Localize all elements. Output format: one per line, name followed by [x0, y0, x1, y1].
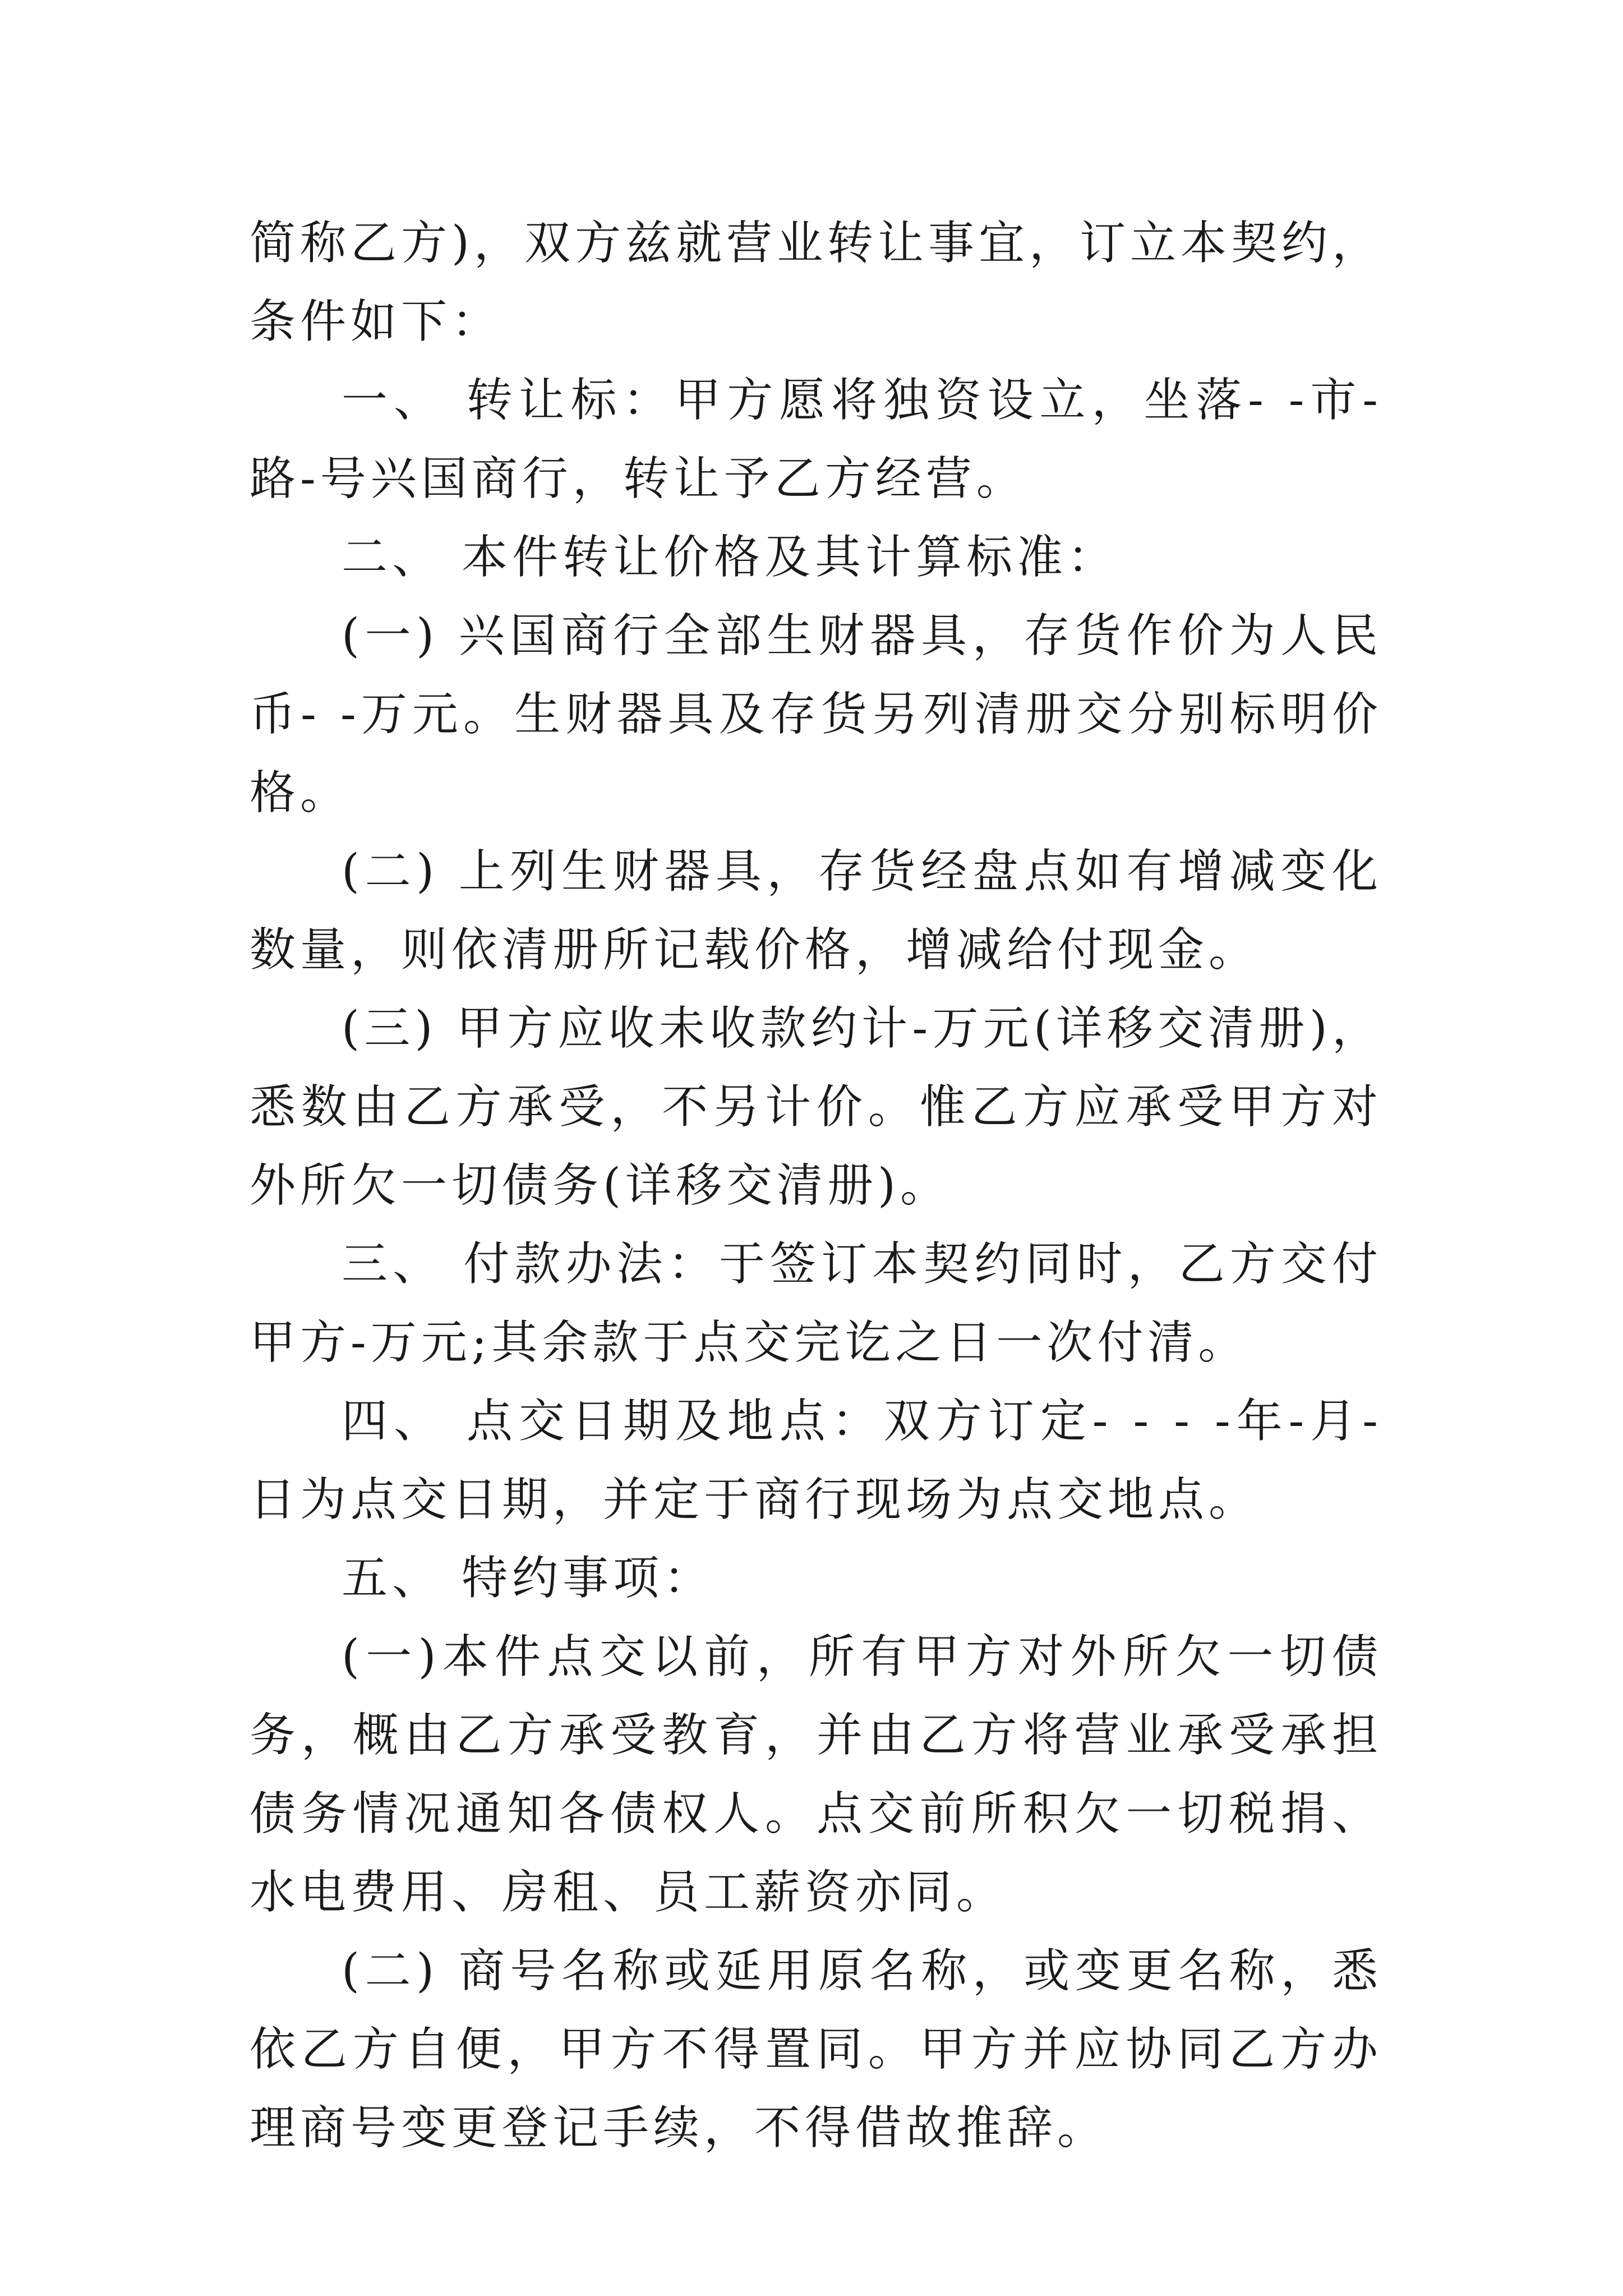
paragraph-clause-2: 二、 本件转让价格及其计算标准： — [342, 531, 1118, 584]
paragraph-intro: 简称乙方)，双方兹就营业转让事宜，订立本契约，条件如下： — [250, 217, 1382, 348]
paragraph-clause-2-3: (三) 甲方应收未收款约计-万元(详移交清册)，悉数由乙方承受，不另计价。惟乙方应承受甲方对外所欠一切债务(详移交清册)。 — [250, 1002, 1382, 1212]
paragraph-clause-2-1: (一) 兴国商行全部生财器具，存货作价为人民币- -万元。生财器具及存货另列清册交分别标明价格。 — [250, 609, 1382, 820]
paragraph-clause-3: 三、 付款办法：于签订本契约同时，乙方交付甲方-万元;其余款于点交完讫之日一次付清。 — [250, 1237, 1382, 1369]
paragraph-clause-5: 五、 特约事项： — [342, 1552, 714, 1605]
paragraph-clause-4: 四、 点交日期及地点：双方订定- - - -年-月-日为点交日期，并定于商行现场为点交地点。 — [250, 1395, 1382, 1526]
paragraph-clause-1: 一、 转让标：甲方愿将独资设立，坐落- -市-路-号兴国商行，转让予乙方经营。 — [250, 374, 1382, 505]
paragraph-clause-5-1: (一)本件点交以前，所有甲方对外所欠一切债务，概由乙方承受教育，并由乙方将营业承受承担债务情况通知各债权人。点交前所积欠一切税捐、水电费用、房租、员工薪资亦同。 — [250, 1630, 1382, 1919]
paragraph-clause-2-2: (二) 上列生财器具，存货经盘点如有增减变化数量，则依清册所记载价格，增减给付现金。 — [250, 845, 1382, 977]
contract-body — [250, 204, 1382, 2168]
paragraph-clause-5-2: (二) 商号名称或延用原名称，或变更名称，悉依乙方自便，甲方不得置同。甲方并应协同乙方办理商号变更登记手续，不得借故推辞。 — [250, 1944, 1382, 2155]
